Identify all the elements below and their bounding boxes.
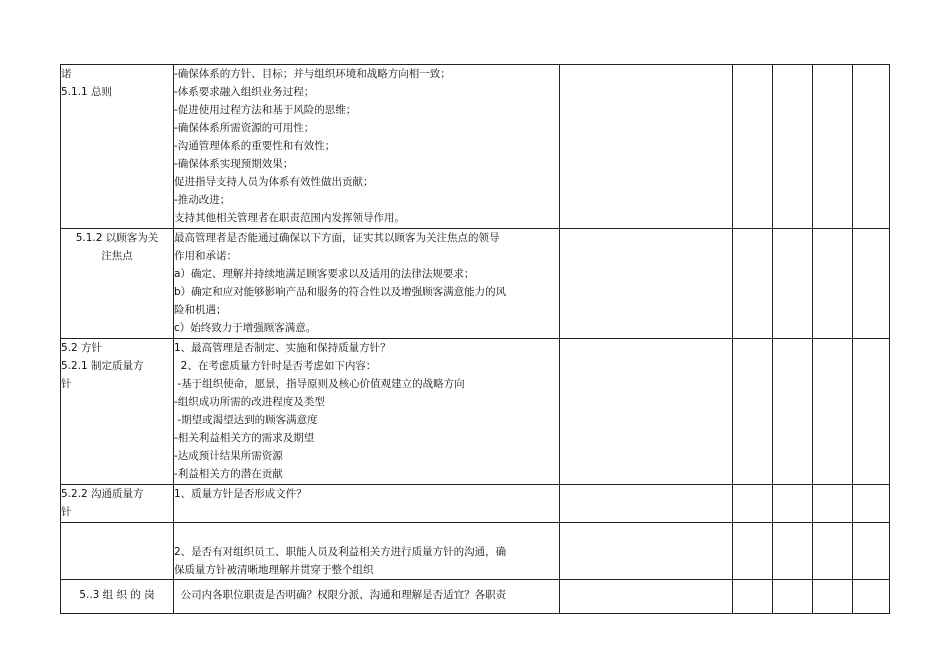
empty-cell <box>813 229 853 339</box>
table-row <box>61 523 890 580</box>
empty-cell <box>560 580 733 614</box>
content-line: -沟通管理体系的重要性和有效性； <box>174 140 336 152</box>
empty-cell <box>773 485 813 523</box>
table-row <box>61 580 890 614</box>
table-row <box>61 229 890 339</box>
content-line: -推动改进； <box>174 194 231 206</box>
empty-cell <box>733 339 773 485</box>
empty-cell <box>733 523 773 580</box>
content-line: c）始终致力于增强顾客满意。 <box>174 322 317 334</box>
content-line: -达成预计结果所需资源 <box>174 450 283 462</box>
content-line: -确保体系所需资源的可用性； <box>174 122 315 134</box>
empty-cell <box>813 65 853 229</box>
content-line: -确保体系实现预期效果； <box>174 158 294 170</box>
empty-cell <box>560 229 733 339</box>
empty-cell <box>853 523 890 580</box>
empty-cell <box>853 485 890 523</box>
content-line: -相关利益相关方的需求及期望 <box>174 432 315 444</box>
empty-cell <box>813 580 853 614</box>
content-line: -体系要求融入组织业务过程； <box>174 86 315 98</box>
content-line: -组织成功所需的改进程度及类型 <box>174 396 325 408</box>
content-cell <box>174 485 560 523</box>
content-line: b）确定和应对能够影响产品和服务的符合性以及增强顾客满意能力的风 <box>174 286 507 298</box>
content-line: -确保体系的方针、目标；并与组织环境和战略方向相一致； <box>174 68 451 80</box>
content-line: -利益相关方的潜在贡献 <box>174 468 283 480</box>
empty-cell <box>773 65 813 229</box>
empty-cell <box>733 229 773 339</box>
content-line: 1、最高管理是否制定、实施和保持质量方针？ <box>174 342 391 354</box>
empty-cell <box>813 485 853 523</box>
empty-cell <box>733 485 773 523</box>
clause-text: 5.1.2 以顾客为关 <box>75 232 159 244</box>
content-line: 作用和承诺： <box>174 250 237 262</box>
content-line: 2、是否有对组织员工、职能人员及利益相关方进行质量方针的沟通，确 <box>174 546 507 558</box>
clause-text: 5..3 组 织 的 岗 <box>79 589 155 601</box>
clause-text: 诺 <box>61 68 72 80</box>
content-line: 险和机遇； <box>174 304 227 316</box>
content-line: 支持其他相关管理者在职责范围内发挥领导作用。 <box>174 212 405 224</box>
clause-text: 针 <box>61 506 72 518</box>
empty-cell <box>853 339 890 485</box>
clause-cell <box>61 485 174 523</box>
empty-cell <box>853 580 890 614</box>
clause-cell <box>61 229 174 339</box>
content-line: 保质量方针被清晰地理解并贯穿于整个组织 <box>174 564 374 576</box>
empty-cell <box>560 65 733 229</box>
empty-cell <box>773 580 813 614</box>
empty-cell <box>813 523 853 580</box>
content-line: 促进指导支持人员为体系有效性做出贡献； <box>174 176 374 188</box>
content-cell <box>174 523 560 580</box>
table-row <box>61 339 890 485</box>
clause-text: 5.2.1 制定质量方 <box>61 360 144 372</box>
clause-text: 5.2.2 沟通质量方 <box>61 488 144 500</box>
table-row <box>61 485 890 523</box>
clause-text: 5.1.1 总则 <box>61 86 113 98</box>
clause-cell <box>61 65 174 229</box>
content-line: 2、在考虑质量方针时是否考虑如下内容： <box>174 360 377 372</box>
clause-cell <box>61 523 174 580</box>
clause-text: 针 <box>61 378 72 390</box>
empty-cell <box>560 339 733 485</box>
content-line: a）确定、理解并持续地满足顾客要求以及适用的法律法规要求； <box>174 268 475 280</box>
content-line: -期望或渴望达到的顾客满意度 <box>174 414 318 426</box>
clause-cell <box>61 339 174 485</box>
audit-checklist-table <box>60 64 890 614</box>
content-line: 1、质量方针是否形成文件？ <box>174 488 307 500</box>
empty-cell <box>733 580 773 614</box>
content-line: 公司内各职位职责是否明确？权限分派、沟通和理解是否适宜？各职责 <box>174 589 507 601</box>
empty-cell <box>853 65 890 229</box>
content-line: 最高管理者是否能通过确保以下方面，证实其以顾客为关注焦点的领导 <box>174 232 500 244</box>
clause-text: 注焦点 <box>101 250 133 262</box>
empty-cell <box>773 229 813 339</box>
content-line: -促进使用过程方法和基于风险的思维； <box>174 104 357 116</box>
empty-cell <box>813 339 853 485</box>
content-cell <box>174 339 560 485</box>
empty-cell <box>560 523 733 580</box>
content-line: -基于组织使命，愿景，指导原则及核心价值观建立的战略方向 <box>174 378 465 390</box>
empty-cell <box>853 229 890 339</box>
empty-cell <box>733 65 773 229</box>
empty-cell <box>773 339 813 485</box>
empty-cell <box>773 523 813 580</box>
clause-text: 5.2 方针 <box>61 342 103 354</box>
empty-cell <box>560 485 733 523</box>
content-cell <box>174 65 560 229</box>
content-cell <box>174 229 560 339</box>
clause-cell <box>61 580 174 614</box>
table-row <box>61 65 890 229</box>
content-cell <box>174 580 560 614</box>
